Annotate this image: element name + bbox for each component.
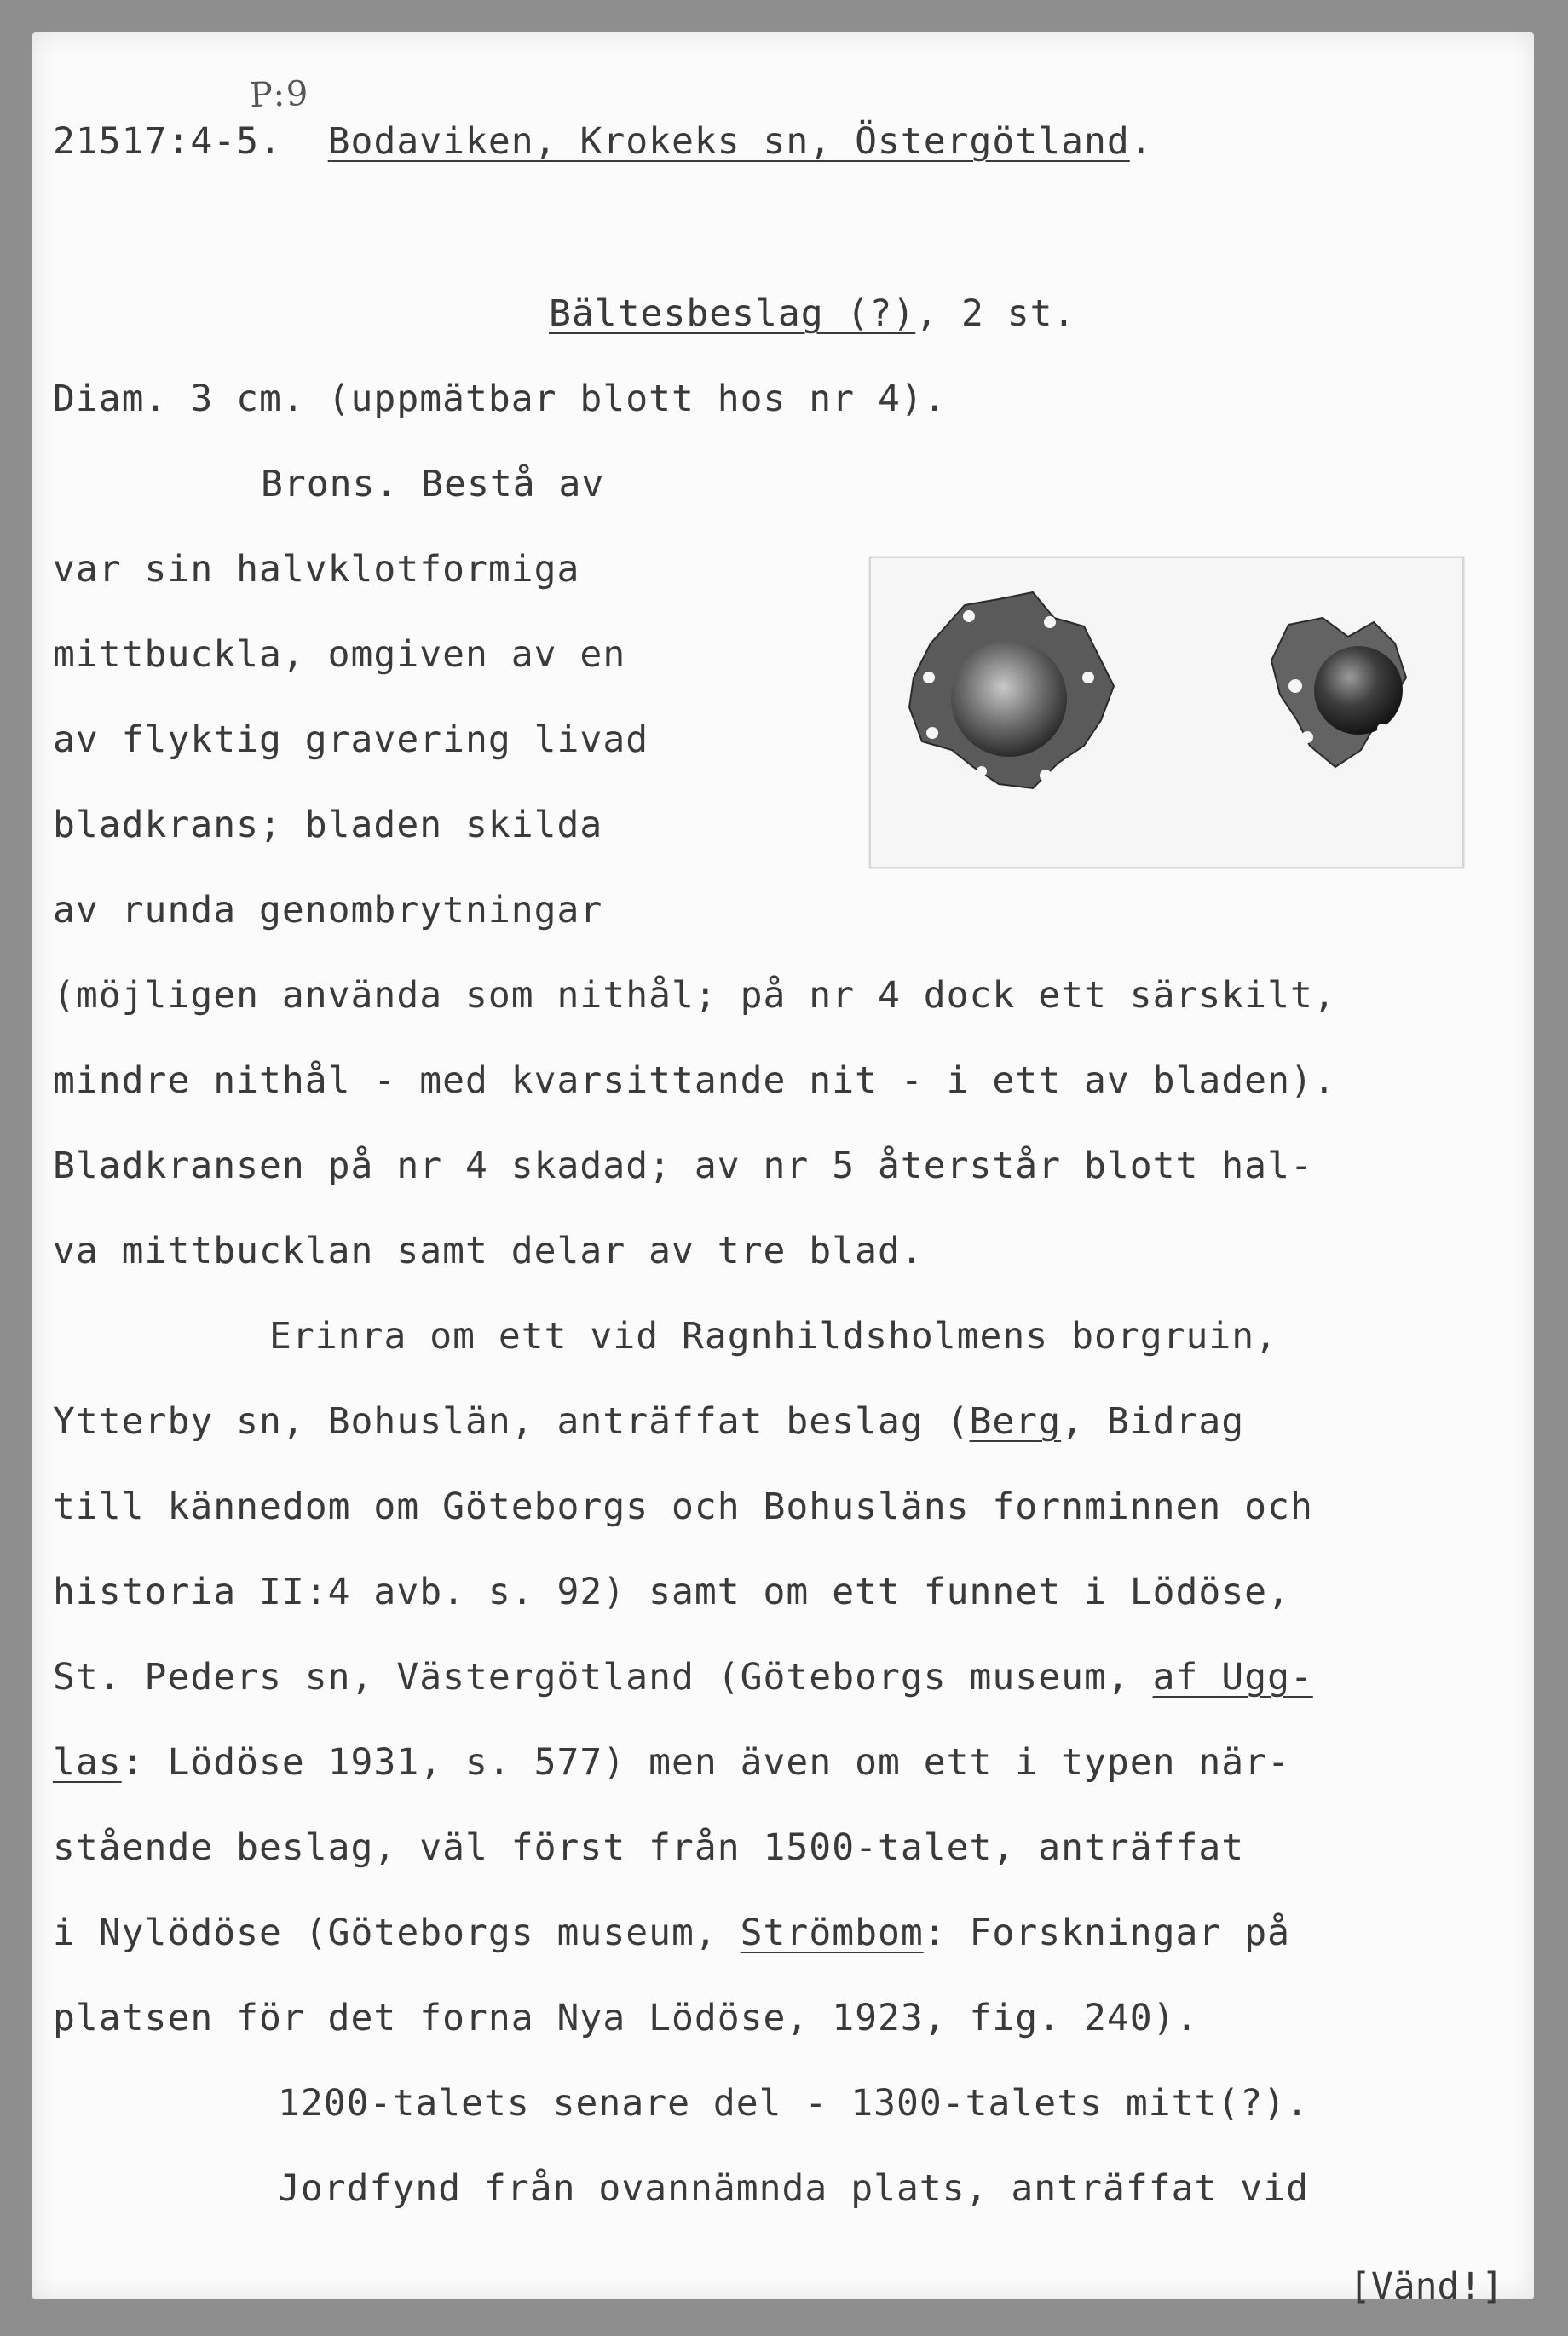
description-line: bladkrans; bladen skilda — [53, 804, 603, 846]
artifact-photo-image — [871, 558, 1462, 867]
catalog-card — [32, 32, 1534, 2308]
comparison-line: till kännedom om Göteborgs och Bohusläns fornminnen och — [53, 1485, 1313, 1528]
comparison-line: i Nylödöse (Göteborgs museum, Strömbom: Forskningar på — [53, 1912, 1290, 1954]
description-line: Bladkransen på nr 4 skadad; av nr 5 återstår blott hal- — [53, 1145, 1313, 1187]
catalog-number: 21517:4-5. — [53, 120, 282, 163]
comparison-line: Erinra om ett vid Ragnhildsholmens borgruin, — [269, 1315, 1278, 1358]
comparison-line: las: Lödöse 1931, s. 577) men även om ett i typen när- — [53, 1741, 1290, 1784]
artifact-photo — [869, 557, 1464, 868]
description-line: (möjligen använda som nithål; på nr 4 dock ett särskilt, — [53, 974, 1336, 1017]
description-line: Brons. Bestå av — [261, 463, 605, 505]
description-line: va mittbucklan samt delar av tre blad. — [53, 1230, 924, 1272]
comparison-line: stående beslag, väl först från 1500-talet, anträffat — [53, 1826, 1245, 1869]
comparison-line: platsen för det forna Nya Lödöse, 1923, fig. 240). — [53, 1997, 1199, 2039]
mount-no4-boss — [951, 641, 1067, 757]
author-reference: Strömbom — [740, 1912, 924, 1954]
description-line: var sin halvklotformiga — [53, 548, 580, 591]
header-line: 21517:4-5. Bodaviken, Krokeks sn, Östergötland. — [53, 120, 1153, 163]
author-reference: af Ugg- — [1152, 1656, 1313, 1699]
dating-line: 1200-talets senare del - 1300-talets mitt(?). — [278, 2082, 1309, 2125]
comparison-line: St. Peders sn, Västergötland (Göteborgs museum, af Ugg- — [53, 1656, 1313, 1699]
description-line: av flyktig gravering livad — [53, 718, 649, 761]
comparison-line: Ytterby sn, Bohuslän, anträffat beslag (Berg, Bidrag — [53, 1400, 1245, 1443]
description-line: mindre nithål - med kvarsittande nit - i ett av bladen). — [53, 1059, 1336, 1102]
handwritten-mark: P:9 — [249, 73, 311, 116]
turn-over-note: [Vänd!] — [1349, 2265, 1504, 2308]
mount-no5-boss — [1314, 646, 1403, 735]
comparison-line: historia II:4 avb. s. 92) samt om ett funnet i Lödöse, — [53, 1571, 1290, 1613]
author-reference: Berg — [969, 1400, 1062, 1443]
find-place: Bodaviken, Krokeks sn, Östergötland — [327, 120, 1130, 163]
description-line: av runda genombrytningar — [53, 889, 603, 932]
author-reference: las — [53, 1741, 122, 1784]
measurement-line: Diam. 3 cm. (uppmätbar blott hos nr 4). — [53, 378, 947, 420]
description-line: mittbuckla, omgiven av en — [53, 633, 626, 676]
object-title-line: Bältesbeslag (?), 2 st. — [549, 292, 1076, 335]
find-context-line: Jordfynd från ovannämnda plats, anträffat vid — [278, 2167, 1309, 2210]
object-title: Bältesbeslag (?) — [549, 292, 916, 335]
